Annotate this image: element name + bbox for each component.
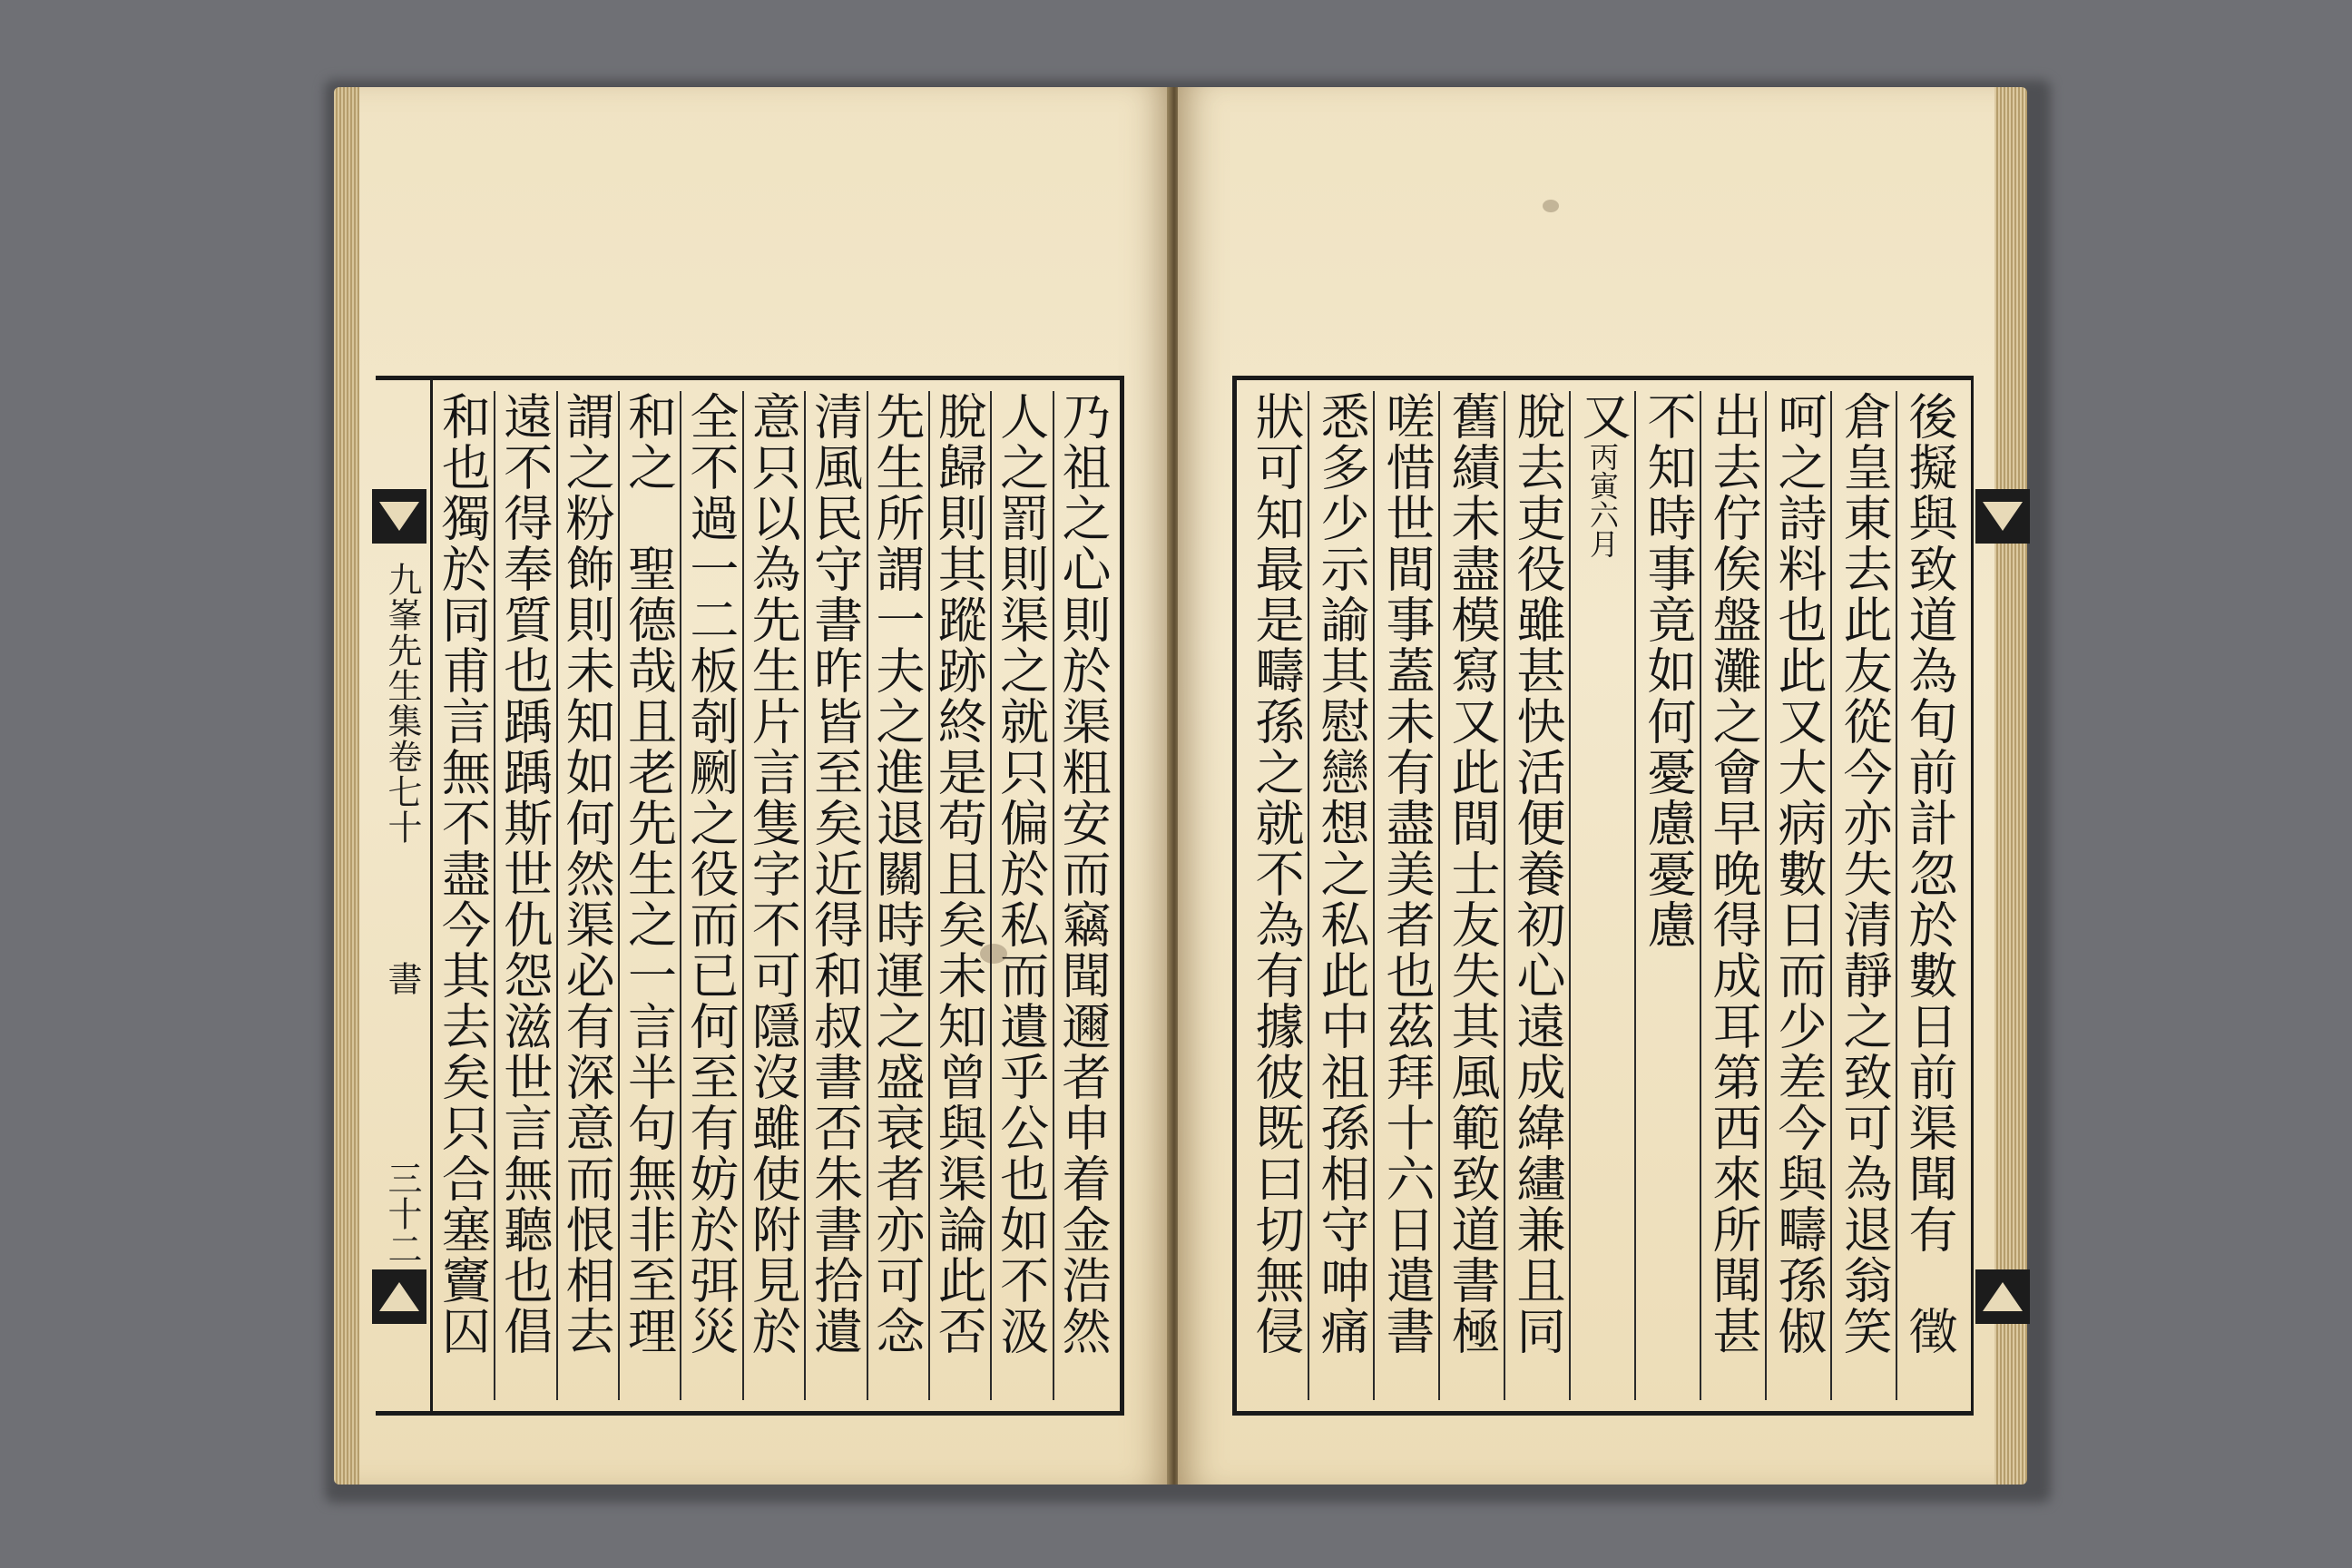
fishtail-bottom-icon xyxy=(1975,1269,2030,1324)
text-column: 嗟惜世間事蓋未有盡美者也茲拜十六日遣書 xyxy=(1373,391,1438,1400)
left-text-columns xyxy=(434,391,1114,1400)
left-text-frame xyxy=(376,376,1124,1416)
text-column: 脫歸則其蹤跡終是苟且矣未知曾與渠論此否 xyxy=(928,391,990,1400)
text-column: 倉皇東去此友從今亦失清靜之致可為退翁笑 xyxy=(1830,391,1896,1400)
paper-stain xyxy=(980,944,1007,964)
text-column: 全不過一二板剞劂之役而已何至有妨於弭災 xyxy=(680,391,741,1400)
right-page xyxy=(1178,87,1994,1485)
fishtail-top-icon xyxy=(1975,489,2030,544)
text-column: 呵之詩料也此又大病數日而少差今與疇孫俶 xyxy=(1765,391,1830,1400)
text-column: 悉多少示諭其慰戀想之私此中祖孫相守呻痛 xyxy=(1308,391,1373,1400)
letter-heading-column xyxy=(1569,391,1634,1400)
right-block-heart xyxy=(1971,380,2032,1411)
text-column: 遠不得奉質也踽踽斯世仇怨滋世言無聽也倡 xyxy=(494,391,555,1400)
text-column: 意只以為先生片言隻字不可隱沒雖使附見於 xyxy=(742,391,804,1400)
left-page-edges xyxy=(334,87,361,1485)
fishtail-top-icon xyxy=(372,489,426,544)
page-number: 三十二 xyxy=(382,1161,422,1267)
date-note: 丙寅六月 xyxy=(1585,442,1620,558)
text-column: 先生所謂一夫之進退關時運之盛衰者亦可念 xyxy=(867,391,928,1400)
right-text-frame xyxy=(1232,376,1974,1416)
text-column: 後擬與致道為旬前計忽於數日前渠聞有 徵 xyxy=(1896,391,1961,1400)
text-column: 出去佇俟盤灘之會早晚得成耳第西來所聞甚 xyxy=(1700,391,1765,1400)
fishtail-bottom-icon xyxy=(372,1269,426,1324)
paper-stain xyxy=(1543,200,1559,212)
text-column: 不知時事竟如何憂慮憂慮 xyxy=(1634,391,1700,1400)
text-column: 脫去吏役雖甚快活便養初心遠成緯繣兼且同 xyxy=(1504,391,1569,1400)
text-column: 乃祖之心則於渠粗安而竊聞邇者申着金浩然 xyxy=(1053,391,1114,1400)
text-column: 謂之粉飾則未知如何然渠必有深意而恨相去 xyxy=(556,391,618,1400)
left-block-heart xyxy=(372,380,433,1411)
text-column: 舊績未盡模寫又此間士友失其風範致道書極 xyxy=(1438,391,1504,1400)
section-label: 書 xyxy=(382,961,422,996)
right-text-columns xyxy=(1244,391,1961,1400)
left-page xyxy=(359,87,1171,1485)
text-column: 人之罰則渠之就只偏於私而遺乎公也如不汲 xyxy=(990,391,1052,1400)
text-column: 狀可知最是疇孫之就不為有據彼既曰切無侵 xyxy=(1248,391,1305,1357)
text-column: 和之 聖德哉且老先生之一言半句無非至理 xyxy=(618,391,680,1400)
collection-title: 九峯先生集卷七十 xyxy=(382,562,422,845)
text-column: 和也獨於同甫言無不盡今其去矣只合塞竇囚 xyxy=(434,391,492,1357)
letter-heading: 又 xyxy=(1574,391,1632,442)
text-column: 清風民守書昨皆至矣近得和叔書否朱書拾遺 xyxy=(804,391,866,1400)
